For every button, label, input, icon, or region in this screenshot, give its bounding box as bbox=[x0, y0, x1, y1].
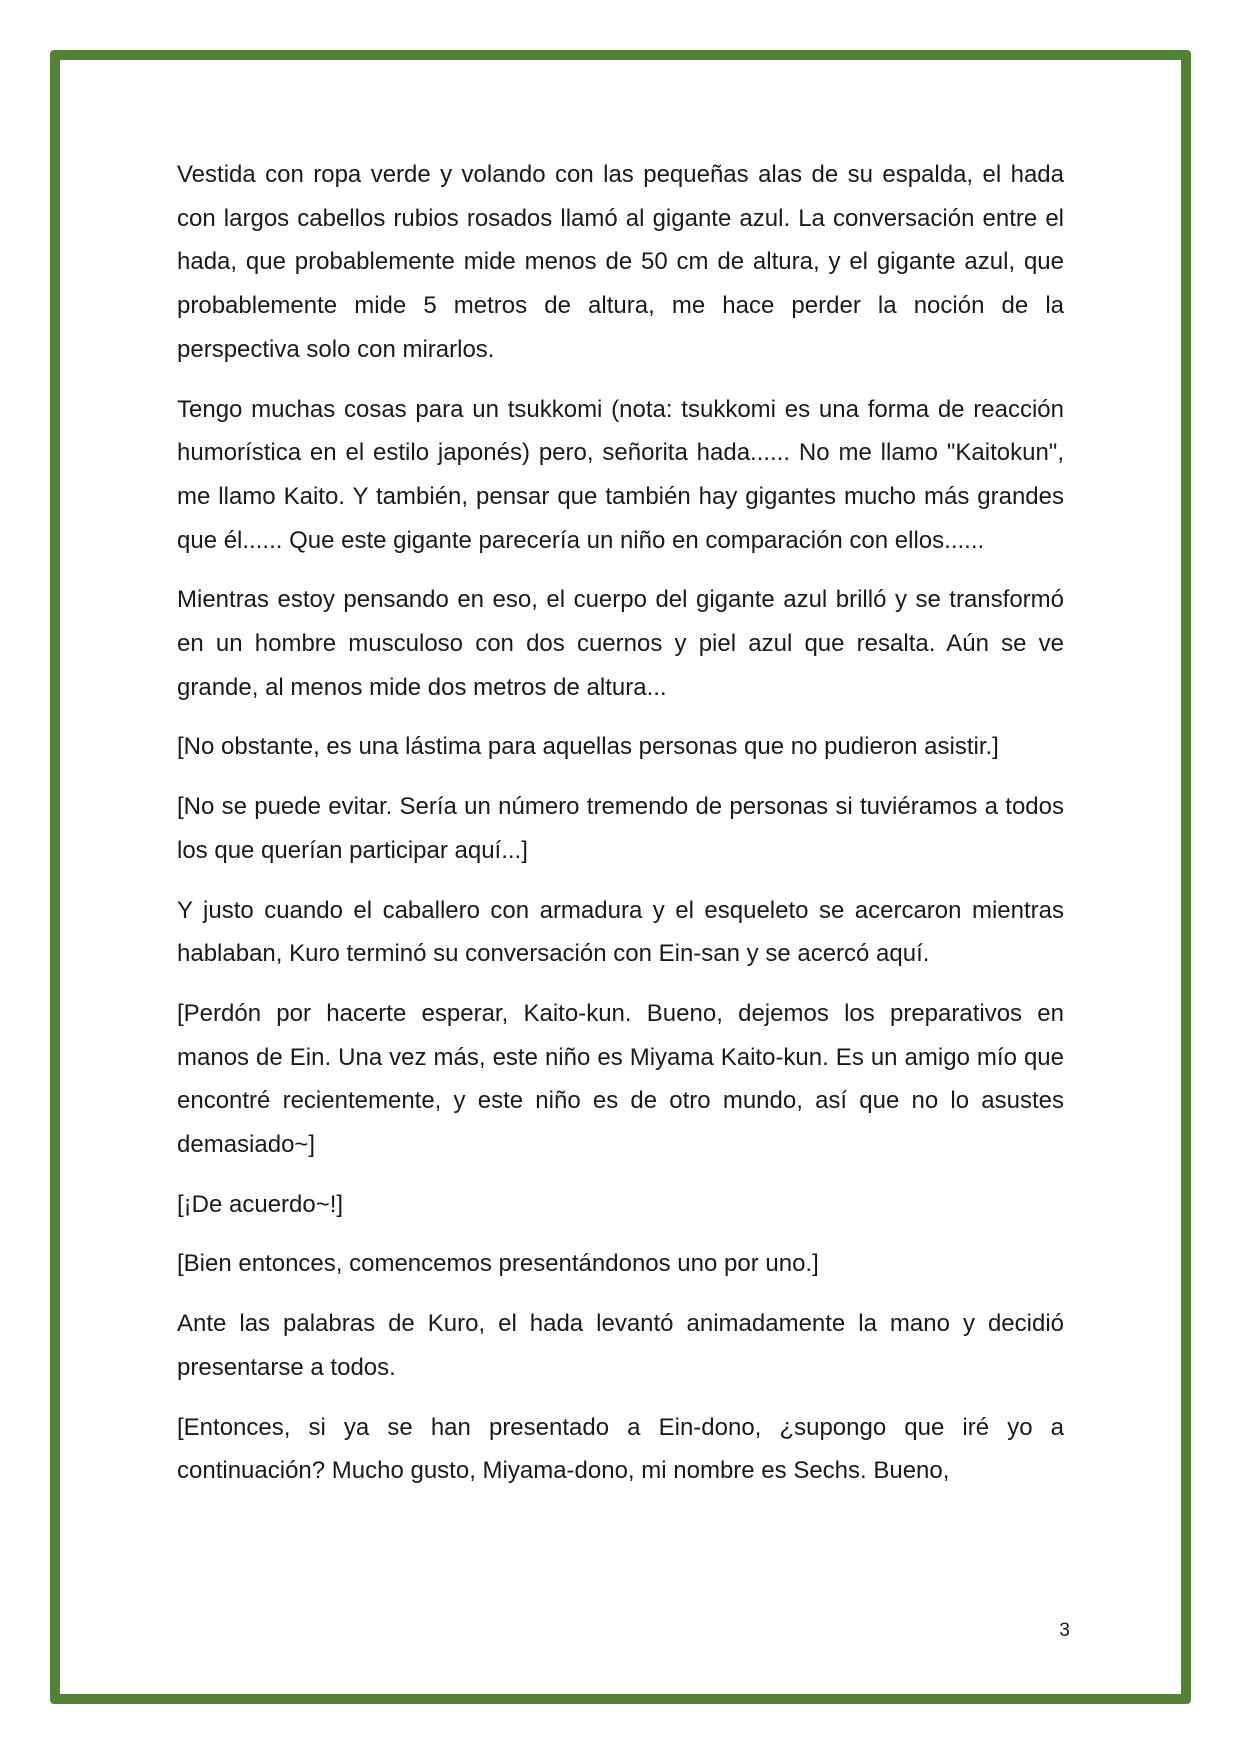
paragraph: Mientras estoy pensando en eso, el cuerpo del gigante azul brilló y se transformó en un hombre musculoso con dos cuernos y piel azul que resalta. Aún se ve grande, al menos mide dos metros de altura... bbox=[177, 586, 1064, 701]
document-body bbox=[177, 153, 1064, 1509]
paragraph: [¡De acuerdo~!] bbox=[177, 1190, 344, 1218]
paragraph: [Perdón por hacerte esperar, Kaito-kun. Bueno, dejemos los preparativos en manos de Ein. Una vez más, este niño es Miyama Kaito-kun. Es un amigo mío que encontré recientemente, y este niño es de otro mundo, así que no lo asustes demasiado~] bbox=[177, 999, 1064, 1159]
paragraph: Vestida con ropa verde y volando con las pequeñas alas de su espalda, el hada con largos cabellos rubios rosados llamó al gigante azul. La conversación entre el hada, que probablemente mide menos de 50 cm de altura, y el gigante azul, que probablemente mide 5 metros de altura, me hace perder la noción de la perspectiva solo con mirarlos. bbox=[177, 161, 1064, 363]
page-number: 3 bbox=[1059, 1620, 1070, 1641]
paragraph: [Entonces, si ya se han presentado a Ein-dono, ¿supongo que iré yo a continuación? Mucho gusto, Miyama-dono, mi nombre es Sechs. Bueno, bbox=[177, 1413, 1064, 1485]
paragraph: [Bien entonces, comencemos presentándonos uno por uno.] bbox=[177, 1250, 819, 1278]
paragraph: Y justo cuando el caballero con armadura y el esqueleto se acercaron mientras hablaban, Kuro terminó su conversación con Ein-san y se acercó aquí. bbox=[177, 896, 1064, 968]
paragraph: [No obstante, es una lástima para aquellas personas que no pudieron asistir.] bbox=[177, 733, 999, 761]
paragraph: Ante las palabras de Kuro, el hada levantó animadamente la mano y decidió presentarse a todos. bbox=[177, 1310, 1064, 1381]
paragraph: [No se puede evitar. Sería un número tremendo de personas si tuviéramos a todos los que querían participar aquí...] bbox=[177, 793, 1064, 864]
paragraph: Tengo muchas cosas para un tsukkomi (nota: tsukkomi es una forma de reacción humorística en el estilo japonés) pero, señorita hada...... No me llamo "Kaitokun", me llamo Kaito. Y también, pensar que también hay gigantes mucho más grandes que él...... Que este gigante parecería un niño en comparación con ellos...... bbox=[177, 395, 1064, 554]
